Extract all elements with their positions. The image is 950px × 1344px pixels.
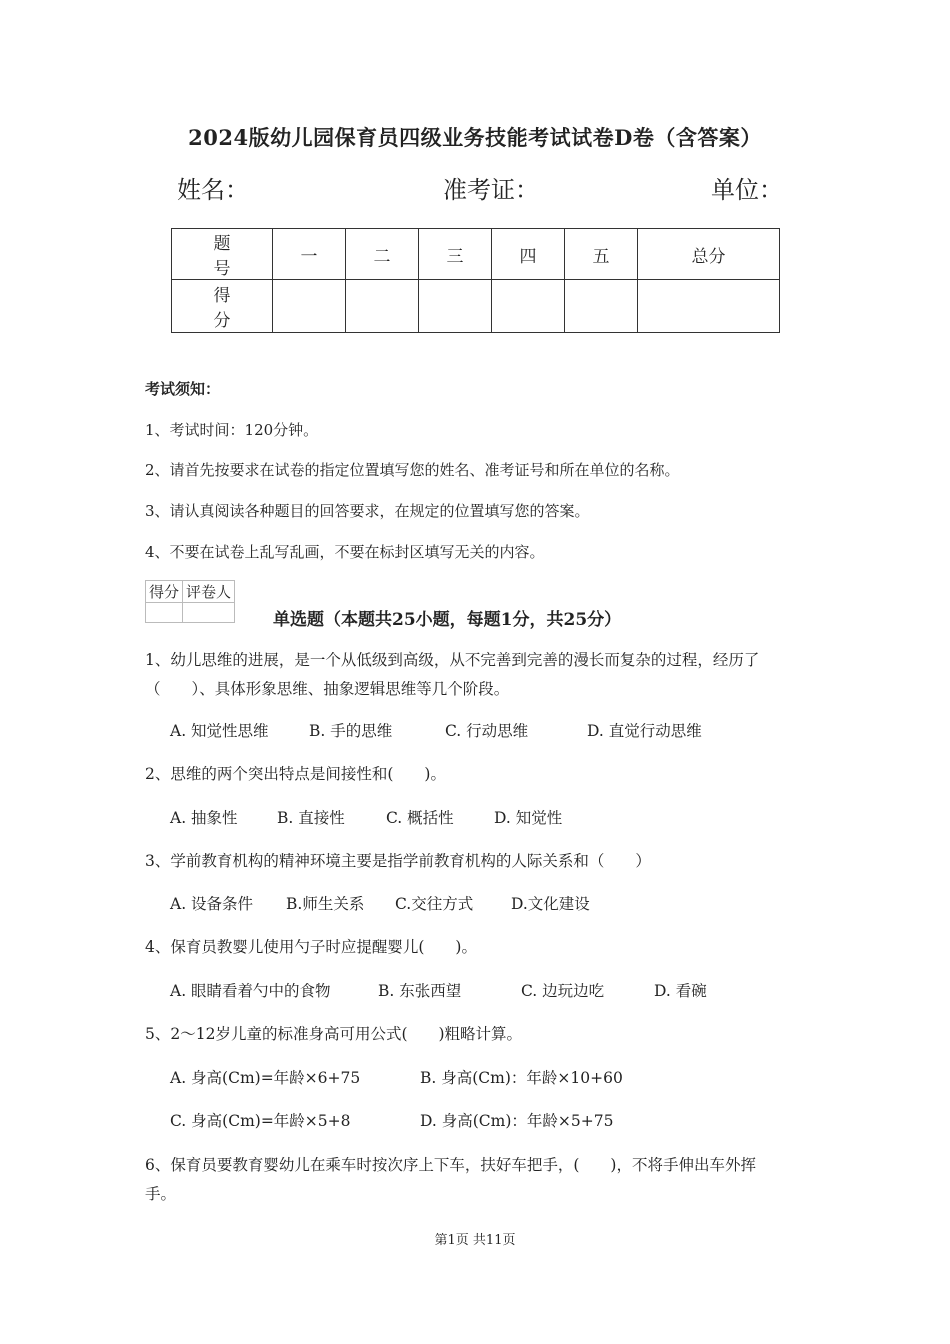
score-row-label: 得 分	[172, 280, 273, 333]
option-a[interactable]: A. 知觉性思维	[170, 722, 269, 740]
score-cell-5[interactable]	[565, 280, 638, 333]
option-d[interactable]: D. 直觉行动思维	[587, 722, 702, 740]
question-4-line-1: 4、保育员教婴儿使用勺子时应提醒婴儿( )。	[145, 938, 477, 956]
unit-label: 单位：	[711, 176, 783, 204]
question-5-options-row-2	[170, 1109, 613, 1131]
option-c[interactable]: C. 行动思维	[445, 722, 529, 740]
question-1-options	[170, 719, 702, 741]
option-b[interactable]: B. 手的思维	[309, 722, 393, 740]
option-b[interactable]: B.师生关系	[286, 895, 365, 913]
question-5-options-row-1	[170, 1066, 623, 1088]
option-a[interactable]: A. 眼睛看着勺中的食物	[170, 982, 331, 1000]
option-a[interactable]: A. 抽象性	[170, 809, 238, 827]
option-c[interactable]: C. 身高(Cm)=年龄×5+8	[170, 1112, 351, 1130]
question-1-line-2: （ ）、具体形象思维、抽象逻辑思维等几个阶段。	[145, 680, 510, 698]
grader-reviewer-label: 评卷人	[183, 581, 235, 603]
option-a[interactable]: A. 设备条件	[170, 895, 254, 913]
section-title: 单选题（本题共25小题，每题1分，共25分）	[273, 610, 622, 630]
question-1-line-1: 1、幼儿思维的进展，是一个从低级到高级，从不完善到完善的漫长而复杂的过程，经历了	[145, 651, 760, 669]
score-header-total: 总分	[638, 229, 780, 280]
question-6-line-2: 手。	[145, 1185, 177, 1203]
score-cell-total[interactable]	[638, 280, 780, 333]
score-cell-3[interactable]	[419, 280, 492, 333]
question-2-line-1: 2、思维的两个突出特点是间接性和( )。	[145, 765, 446, 783]
option-d[interactable]: D. 身高(Cm)：年龄×5+75	[420, 1112, 614, 1130]
grader-score-label: 得分	[146, 581, 183, 603]
grader-score-cell[interactable]	[146, 603, 183, 623]
score-header-3: 三	[419, 229, 492, 280]
question-2-options	[170, 806, 562, 828]
score-header-2: 二	[346, 229, 419, 280]
option-d[interactable]: D. 看碗	[654, 982, 707, 1000]
option-a[interactable]: A. 身高(Cm)=年龄×6+75	[170, 1069, 361, 1087]
option-c[interactable]: C. 概括性	[386, 809, 454, 827]
page-footer: 第1页 共11页	[434, 1233, 516, 1248]
question-4-options	[170, 979, 707, 1001]
score-table-score-row	[172, 280, 780, 333]
option-c[interactable]: C.交往方式	[395, 895, 474, 913]
grader-reviewer-cell[interactable]	[183, 603, 235, 623]
grader-box	[145, 580, 235, 623]
question-3-line-1: 3、学前教育机构的精神环境主要是指学前教育机构的人际关系和（ ）	[145, 852, 651, 870]
score-header-label: 题 号	[172, 229, 273, 280]
score-header-1: 一	[273, 229, 346, 280]
score-table-header-row	[172, 229, 780, 280]
option-b[interactable]: B. 直接性	[277, 809, 345, 827]
score-header-4: 四	[492, 229, 565, 280]
score-table	[171, 228, 780, 333]
question-6-line-1: 6、保育员要教育婴幼儿在乘车时按次序上下车，扶好车把手，( )，不将手伸出车外挥	[145, 1156, 756, 1174]
question-5-line-1: 5、2～12岁儿童的标准身高可用公式( )粗略计算。	[145, 1025, 523, 1043]
notice-item-4: 4、不要在试卷上乱写乱画，不要在标封区填写无关的内容。	[145, 543, 545, 561]
option-b[interactable]: B. 身高(Cm)：年龄×10+60	[420, 1069, 623, 1087]
question-3-options	[170, 892, 590, 914]
option-d[interactable]: D.文化建设	[511, 895, 590, 913]
score-cell-2[interactable]	[346, 280, 419, 333]
notice-title: 考试须知：	[145, 380, 221, 398]
exam-title: 2024版幼儿园保育员四级业务技能考试试卷D卷（含答案）	[188, 125, 762, 150]
exam-number-label: 准考证：	[443, 176, 539, 204]
name-label: 姓名：	[177, 176, 249, 204]
score-cell-4[interactable]	[492, 280, 565, 333]
score-header-5: 五	[565, 229, 638, 280]
notice-item-2: 2、请首先按要求在试卷的指定位置填写您的姓名、准考证号和所在单位的名称。	[145, 461, 680, 479]
notice-item-3: 3、请认真阅读各种题目的回答要求，在规定的位置填写您的答案。	[145, 502, 590, 520]
option-d[interactable]: D. 知觉性	[494, 809, 563, 827]
score-cell-1[interactable]	[273, 280, 346, 333]
option-c[interactable]: C. 边玩边吃	[521, 982, 605, 1000]
notice-item-1: 1、考试时间：120分钟。	[145, 421, 319, 439]
option-b[interactable]: B. 东张西望	[378, 982, 462, 1000]
